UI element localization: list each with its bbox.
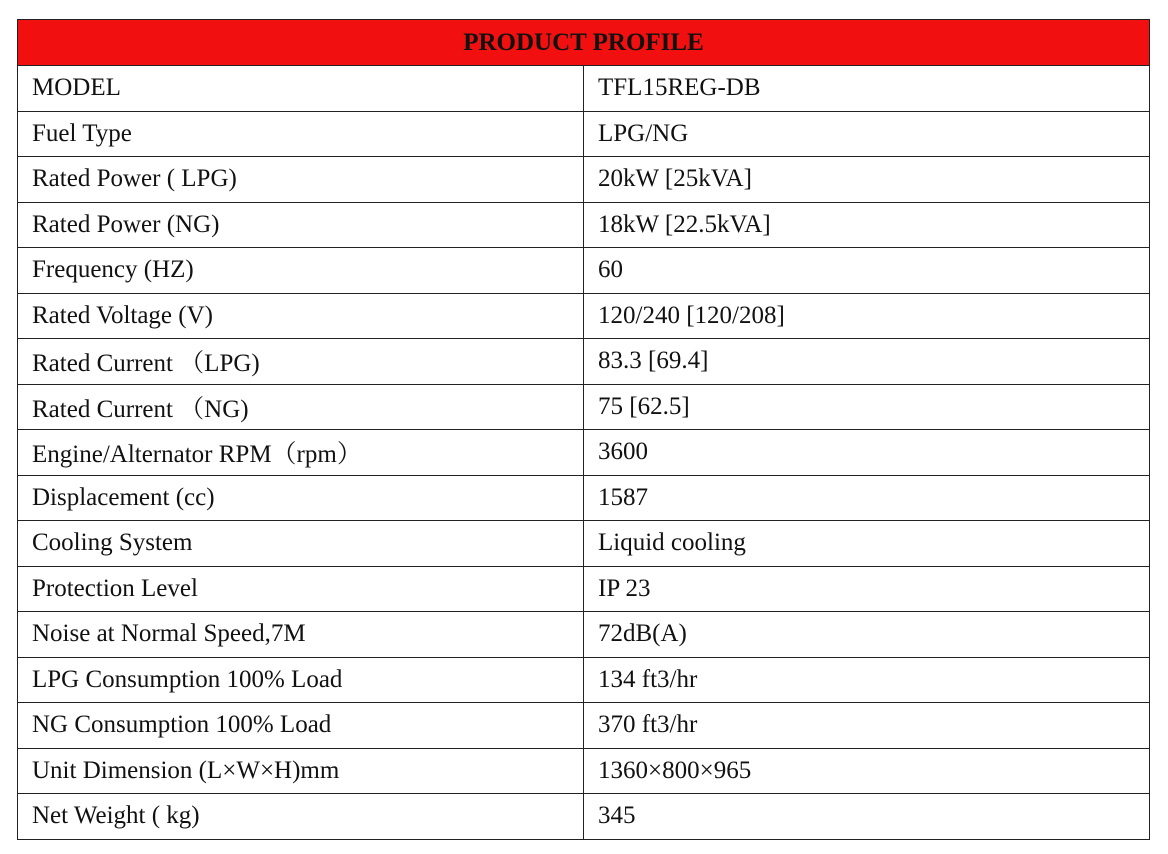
spec-value: 83.3 [69.4]: [584, 339, 1150, 385]
spec-value: 134 ft3/hr: [584, 657, 1150, 703]
table-row: [18, 748, 1150, 794]
spec-value: 60: [584, 248, 1150, 294]
spec-value: 72dB(A): [584, 612, 1150, 658]
table-row: [18, 703, 1150, 749]
spec-value: 370 ft3/hr: [584, 703, 1150, 749]
spec-label: Protection Level: [18, 566, 584, 612]
spec-value: LPG/NG: [584, 111, 1150, 157]
table-row: [18, 566, 1150, 612]
spec-label: Rated Current （LPG): [18, 339, 584, 385]
spec-label: Unit Dimension (L×W×H)mm: [18, 748, 584, 794]
table-row: [18, 384, 1150, 430]
table-row: [18, 612, 1150, 658]
spec-label: MODEL: [18, 66, 584, 112]
spec-label: Frequency (HZ): [18, 248, 584, 294]
table-row: [18, 202, 1150, 248]
spec-value: 20kW [25kVA]: [584, 157, 1150, 203]
table-row: [18, 293, 1150, 339]
spec-value: 345: [584, 794, 1150, 840]
table-row: [18, 657, 1150, 703]
spec-value: 1587: [584, 475, 1150, 521]
table-row: [18, 111, 1150, 157]
table-row: [18, 157, 1150, 203]
spec-value: IP 23: [584, 566, 1150, 612]
spec-value: 1360×800×965: [584, 748, 1150, 794]
spec-label: Rated Voltage (V): [18, 293, 584, 339]
table-row: [18, 66, 1150, 112]
table-title: PRODUCT PROFILE: [18, 20, 1150, 66]
spec-value: 3600: [584, 430, 1150, 476]
product-profile-table: [17, 19, 1150, 840]
table-row: [18, 475, 1150, 521]
table-body: [18, 66, 1150, 840]
table-row: [18, 430, 1150, 476]
spec-label: Engine/Alternator RPM（rpm）: [18, 430, 584, 476]
table-header-row: [18, 20, 1150, 66]
spec-value: TFL15REG-DB: [584, 66, 1150, 112]
spec-label: Noise at Normal Speed,7M: [18, 612, 584, 658]
table-row: [18, 521, 1150, 567]
spec-value: 75 [62.5]: [584, 384, 1150, 430]
spec-label: Rated Power ( LPG): [18, 157, 584, 203]
table-row: [18, 248, 1150, 294]
spec-value: Liquid cooling: [584, 521, 1150, 567]
spec-label: Cooling System: [18, 521, 584, 567]
spec-label: Fuel Type: [18, 111, 584, 157]
table-row: [18, 339, 1150, 385]
spec-label: Rated Current （NG): [18, 384, 584, 430]
spec-label: Rated Power (NG): [18, 202, 584, 248]
spec-label: NG Consumption 100% Load: [18, 703, 584, 749]
spec-label: LPG Consumption 100% Load: [18, 657, 584, 703]
spec-label: Displacement (cc): [18, 475, 584, 521]
table-row: [18, 794, 1150, 840]
spec-label: Net Weight ( kg): [18, 794, 584, 840]
spec-value: 120/240 [120/208]: [584, 293, 1150, 339]
spec-value: 18kW [22.5kVA]: [584, 202, 1150, 248]
